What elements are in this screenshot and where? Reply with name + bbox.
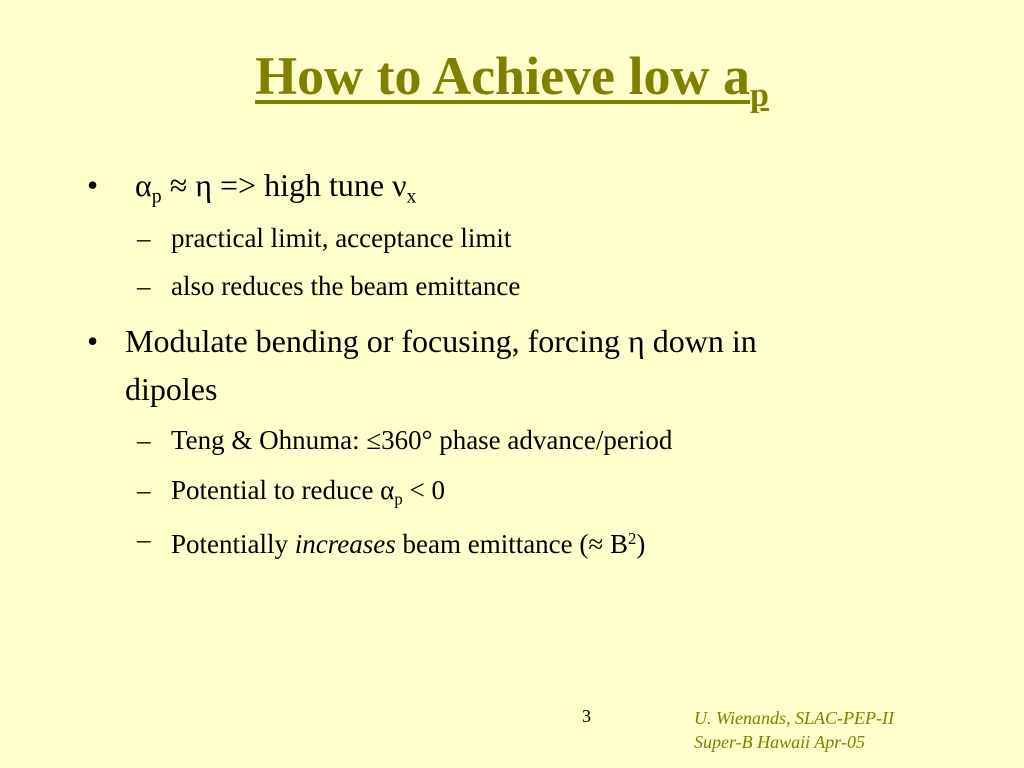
- alpha-subscript: p: [151, 185, 162, 208]
- sub-bullet-text: also reduces the beam emittance: [171, 271, 521, 301]
- sub-bullet-1-2: [137, 268, 521, 304]
- slide-title: [0, 44, 1024, 128]
- bullet-2: [87, 317, 757, 365]
- sub-bullet-text-mid: beam emittance (≈ B: [395, 529, 628, 560]
- dash-marker: –: [137, 425, 151, 455]
- sub-bullet-text-end: < 0: [402, 475, 445, 505]
- sub-bullet-2-2: [137, 472, 445, 517]
- bullet-marker: •: [87, 323, 99, 359]
- dash-marker: –: [137, 475, 151, 505]
- emphasis-increases: increases: [294, 529, 396, 560]
- bullet-2-line-2: dipoles: [125, 371, 218, 407]
- bullet-1-text: ≈ η => high tune ν: [161, 167, 407, 203]
- page-number: 3: [582, 706, 591, 726]
- sub-bullet-2-1: [137, 422, 673, 458]
- slide-title-text: How to Achieve low a: [255, 46, 751, 106]
- sub-bullet-text-end: ): [636, 529, 646, 560]
- bullet-1: [87, 161, 417, 220]
- footer: [694, 706, 894, 754]
- sub-bullet-text: Potentially: [171, 529, 295, 560]
- alpha-symbol: α: [135, 167, 152, 203]
- sub-bullet-text: Teng & Ohnuma: ≤360° phase advance/period: [171, 425, 673, 455]
- sub-bullet-2-3: [137, 521, 646, 562]
- bullet-marker: •: [87, 167, 99, 203]
- bullet-2-continued: [125, 365, 217, 413]
- dash-marker: –: [137, 271, 151, 301]
- alpha-subscript: p: [394, 489, 403, 509]
- sub-bullet-1-1: [137, 220, 512, 256]
- footer-author: U. Wienands, SLAC-PEP-II: [694, 708, 894, 728]
- footer-event: Super-B Hawaii Apr-05: [694, 732, 865, 752]
- nu-subscript: x: [406, 185, 417, 208]
- sub-bullet-text: Potential to reduce α: [171, 475, 395, 505]
- superscript-2: 2: [627, 529, 637, 548]
- slide-title-subscript: p: [750, 77, 769, 114]
- dash-marker: –: [137, 223, 151, 253]
- sub-bullet-text: practical limit, acceptance limit: [171, 223, 512, 253]
- bullet-2-line-1: Modulate bending or focusing, forcing η down in: [125, 323, 757, 359]
- dash-marker: –: [137, 524, 151, 554]
